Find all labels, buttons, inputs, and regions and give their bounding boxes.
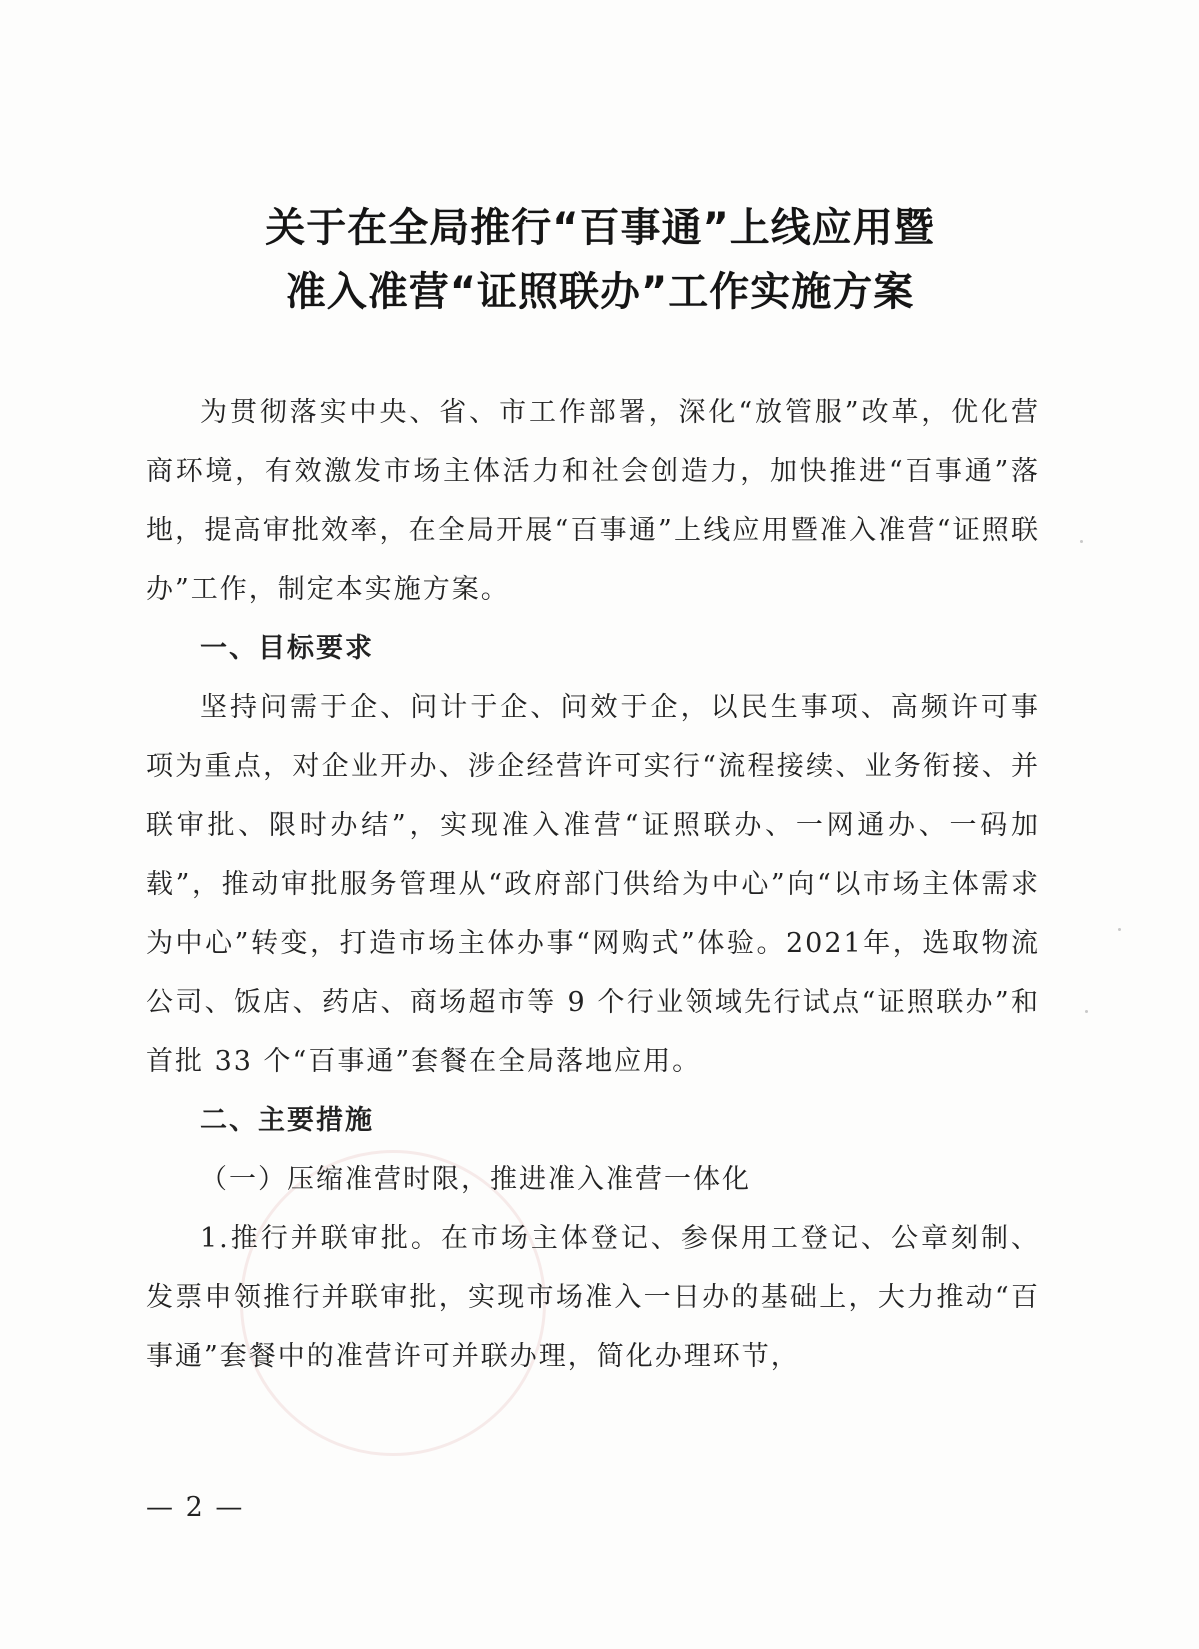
document-title xyxy=(120,196,1080,324)
item-1-paragraph: 1.推行并联审批。在市场主体登记、参保用工登记、公章刻制、发票申领推行并联审批，实现市场准入一日办的基础上，大力推动“百事通”套餐中的准营许可并联办理，简化办理环节， xyxy=(146,1223,1040,1372)
page-number: — 2 — xyxy=(146,1492,245,1523)
title-line-1: 关于在全局推行“百事通”上线应用暨 xyxy=(265,205,935,251)
document-body xyxy=(146,383,1040,1386)
section-heading-goals: 一、目标要求 xyxy=(200,633,374,664)
scan-speck xyxy=(1118,928,1121,931)
subsection-heading-1: （一）压缩准营时限，推进准入准营一体化 xyxy=(200,1164,751,1195)
section-heading-measures: 二、主要措施 xyxy=(200,1105,374,1136)
scan-speck xyxy=(1085,1010,1088,1013)
scan-speck xyxy=(1080,540,1083,543)
intro-paragraph: 为贯彻落实中央、省、市工作部署，深化“放管服”改革，优化营商环境，有效激发市场主体活力和社会创造力，加快推进“百事通”落地，提高审批效率，在全局开展“百事通”上线应用暨准入准营“证照联办”工作，制定本实施方案。 xyxy=(146,397,1040,605)
goals-paragraph: 坚持问需于企、问计于企、问效于企，以民生事项、高频许可事项为重点，对企业开办、涉企经营许可实行“流程接续、业务衔接、并联审批、限时办结”，实现准入准营“证照联办、一网通办、一码加载”，推动审批服务管理从“政府部门供给为中心”向“以市场主体需求为中心”转变，打造市场主体办事“网购式”体验。2021年，选取物流公司、饭店、药店、商场超市等 9 个行业领域先行试点“证照联办”和首批 33 个“百事通”套餐在全局落地应用。 xyxy=(146,692,1040,1077)
title-line-2: 准入准营“证照联办”工作实施方案 xyxy=(285,269,915,315)
